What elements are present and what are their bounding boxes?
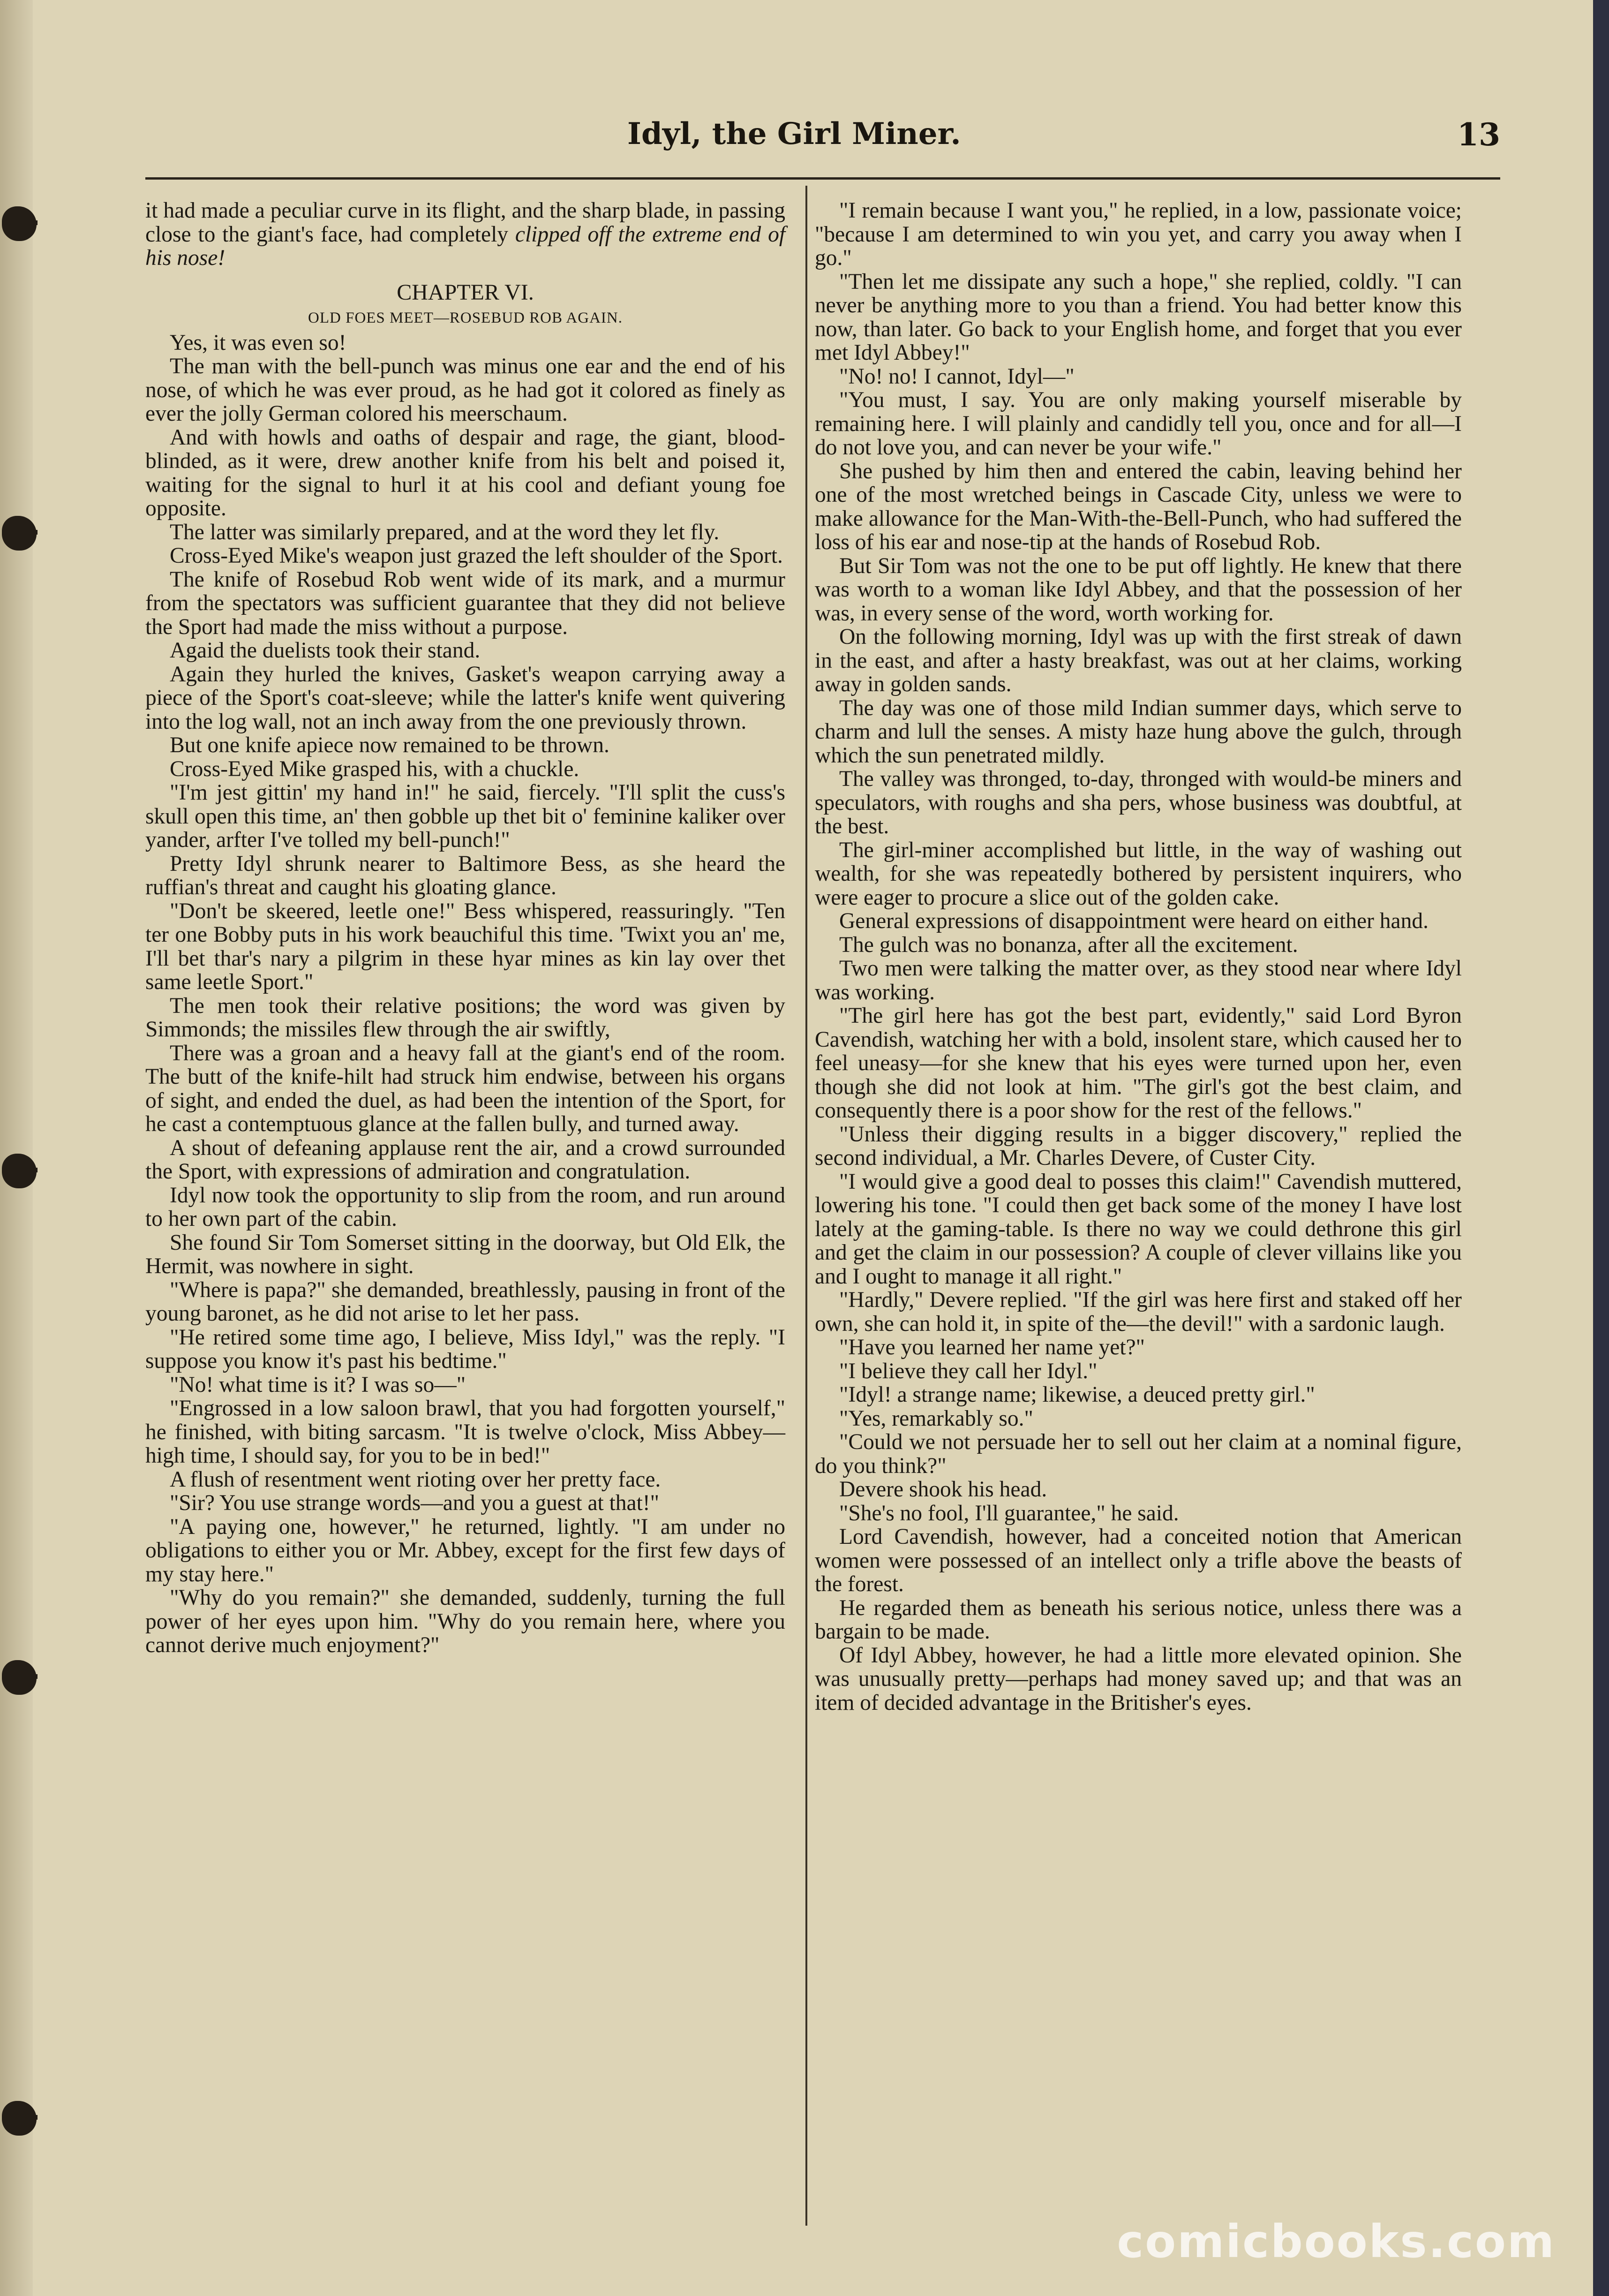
paragraph: There was a groan and a heavy fall at the giant's end of the room. The butt of the knife-hilt had struck him endwise, between his organs of sight, and ended the duel, as had been the intention of the Sport, for he cast a contemptuous glance at the fallen bully, and turned away. xyxy=(145,1041,785,1136)
paragraph: The girl-miner accomplished but little, in the way of washing out wealth, for she was repeatedly bothered by persistent inquirers, who were eager to procure a slice out of the golden cake. xyxy=(815,838,1462,910)
paragraph: "Could we not persuade her to sell out her claim at a nominal figure, do you think?" xyxy=(815,1430,1462,1478)
chapter-subtitle: OLD FOES MEET—ROSEBUD ROB AGAIN. xyxy=(308,309,623,326)
paragraph: Devere shook his head. xyxy=(839,1477,1047,1502)
left-column xyxy=(145,199,785,1657)
page-binding xyxy=(0,0,33,2296)
paragraph: She found Sir Tom Somerset sitting in the doorway, but Old Elk, the Hermit, was nowhere in sight. xyxy=(145,1230,785,1278)
paragraph: On the following morning, Idyl was up with the first streak of dawn in the east, and after a hasty breakfast, was out at her claims, working away in golden sands. xyxy=(815,625,1462,696)
continued-italic-text: clipped off the extreme end of his nose! xyxy=(145,222,786,270)
paragraph: Agaid the duelists took their stand. xyxy=(170,638,481,663)
paragraph: "Idyl! a strange name; likewise, a deuced pretty girl." xyxy=(839,1382,1315,1407)
paragraph: "He retired some time ago, I believe, Miss Idyl," was the reply. "I suppose you know it's past his bedtime." xyxy=(145,1325,785,1373)
right-column xyxy=(815,199,1462,1714)
paragraph: "Then let me dissipate any such a hope," she replied, coldly. "I can never be anything more to you than a friend. You had better know this now, than later. Go back to your English home, and forget that you ever met Idyl Abbey!" xyxy=(815,269,1462,365)
column-divider xyxy=(805,186,807,2226)
paragraph: "I remain because I want you," he replied, in a low, passionate voice; "because I am determined to win you yet, and carry you away when I go." xyxy=(815,198,1462,270)
binding-stitch xyxy=(2,1660,37,1695)
paragraph: Lord Cavendish, however, had a conceited notion that American women were possessed of an intellect only a trifle above the beasts of the forest. xyxy=(815,1525,1462,1596)
binding-stitch xyxy=(2,206,37,241)
paragraph: And with howls and oaths of despair and rage, the giant, blood-blinded, as it were, drew another knife from his belt and poised it, waiting for the signal to hurl it at his cool and defiant young foe opposite. xyxy=(145,425,785,521)
paragraph: "No! what time is it? I was so—" xyxy=(170,1372,466,1397)
binding-stitch xyxy=(2,516,37,551)
paragraph: "Why do you remain?" she demanded, suddenly, turning the full power of her eyes upon him. "Why do you remain here, where you cannot derive much enjoyment?" xyxy=(145,1586,785,1657)
left-paragraphs xyxy=(145,331,785,1657)
header-rule xyxy=(145,177,1500,180)
paragraph: "You must, I say. You are only making yourself miserable by remaining here. I will plainly and candidly tell you, once and for all—I do not love you, and can never be your wife." xyxy=(815,388,1462,460)
binding-stitch xyxy=(2,1154,37,1188)
paragraph: She pushed by him then and entered the cabin, leaving behind her one of the most wretched beings in Cascade City, unless we were to make allowance for the Man-With-the-Bell-Punch, who had suffered the loss of his ear and nose-tip at the hands of Rosebud Rob. xyxy=(815,459,1462,554)
paragraph: Two men were talking the matter over, as they stood near where Idyl was working. xyxy=(815,956,1462,1004)
page-number: 13 xyxy=(1457,116,1500,153)
paragraph: A flush of resentment went rioting over her pretty face. xyxy=(170,1467,661,1492)
paragraph: Pretty Idyl shrunk nearer to Baltimore Bess, as she heard the ruffian's threat and caught his gloating glance. xyxy=(145,851,785,899)
paragraph: General expressions of disappointment were heard on either hand. xyxy=(839,909,1429,933)
paragraph: The man with the bell-punch was minus one ear and the end of his nose, of which he was ever proud, as he had got it colored as finely as ever the jolly German colored his meerschaum. xyxy=(145,354,785,426)
paragraph: The valley was thronged, to-day, thronged with would-be miners and speculators, with roughs and sha pers, whose business was doubtful, at the best. xyxy=(815,767,1462,838)
paragraph: "Hardly," Devere replied. "If the girl was here first and staked off her own, she can hold it, in spite of the—the devil!" with a sardonic laugh. xyxy=(815,1288,1462,1336)
chapter-title: CHAPTER VI. xyxy=(397,279,534,305)
paragraph: The knife of Rosebud Rob went wide of its mark, and a murmur from the spectators was sufficient guarantee that they did not believe the Sport had made the miss without a purpose. xyxy=(145,567,785,639)
paragraph: "Unless their digging results in a bigger discovery," replied the second individual, a Mr. Charles Devere, of Custer City. xyxy=(815,1122,1462,1170)
paragraph: "Where is papa?" she demanded, breathlessly, pausing in front of the young baronet, as he did not arise to let her pass. xyxy=(145,1277,785,1326)
paragraph: "I believe they call her Idyl." xyxy=(839,1359,1098,1383)
paragraph: Cross-Eyed Mike's weapon just grazed the left shoulder of the Sport. xyxy=(170,544,783,568)
paragraph: But Sir Tom was not the one to be put off lightly. He knew that there was worth to a woman like Idyl Abbey, and that the possession of her was, in every sense of the word, worth working for. xyxy=(815,553,1462,626)
paragraph: Of Idyl Abbey, however, he had a little more elevated opinion. She was unusually pretty—perhaps had money saved up; and that was an item of decided advantage in the Britisher's eyes. xyxy=(815,1643,1462,1715)
paragraph: Idyl now took the opportunity to slip from the room, and run around to her own part of the cabin. xyxy=(145,1183,785,1231)
continued-paragraph xyxy=(145,199,785,270)
paragraph: "She's no fool, I'll guarantee," he said. xyxy=(839,1501,1179,1526)
paragraph: "I would give a good deal to posses this claim!" Cavendish muttered, lowering his tone. "I could then get back some of the money I have lost lately at the gaming-table. Is there no way we could dethrone this girl and get the claim in our possession? A couple of clever villains like you and I ought to manage it all right." xyxy=(815,1169,1462,1289)
paragraph: "No! no! I cannot, Idyl—" xyxy=(839,364,1075,389)
paragraph: "The girl here has got the best part, evidently," said Lord Byron Cavendish, watching her with a bold, insolent stare, which caused her to feel uneasy—for she knew that his eyes were turned upon her, even though she did not look at him. "The girl's got the best claim, and consequently there is a poor show for the rest of the fellows." xyxy=(815,1004,1462,1123)
right-paragraphs xyxy=(815,199,1462,1714)
running-title: Idyl, the Girl Miner. xyxy=(627,116,961,151)
running-header xyxy=(145,116,1500,163)
paragraph: The gulch was no bonanza, after all the excitement. xyxy=(839,932,1298,957)
paragraph: "Sir? You use strange words—and you a guest at that!" xyxy=(170,1491,660,1515)
paragraph: Cross-Eyed Mike grasped his, with a chuckle. xyxy=(170,756,579,781)
page-edge xyxy=(1593,0,1609,2296)
paragraph: Again they hurled the knives, Gasket's weapon carrying away a piece of the Sport's coat-sleeve; while the latter's knife went quivering into the log wall, not an inch away from the one previously thrown. xyxy=(145,662,785,734)
binding-stitch xyxy=(2,2101,37,2136)
paragraph: "Engrossed in a low saloon brawl, that you had forgotten yourself," he finished, with biting sarcasm. "It is twelve o'clock, Miss Abbey—high time, I should say, for you to be in bed!" xyxy=(145,1396,785,1468)
paragraph: The day was one of those mild Indian summer days, which serve to charm and lull the senses. A misty haze hung above the gulch, through which the sun penetrated mildly. xyxy=(815,695,1462,768)
paragraph: But one knife apiece now remained to be thrown. xyxy=(170,733,609,757)
paragraph: "Have you learned her name yet?" xyxy=(839,1335,1145,1359)
paragraph: "Yes, remarkably so." xyxy=(839,1406,1033,1431)
paragraph: A shout of defeaning applause rent the air, and a crowd surrounded the Sport, with expressions of admiration and congratulation. xyxy=(145,1135,785,1184)
paragraph: The latter was similarly prepared, and at the word they let fly. xyxy=(170,520,720,544)
paragraph: "I'm jest gittin' my hand in!" he said, fiercely. "I'll split the cuss's skull open this time, an' then gobble up thet bit o' feminine kaliker over yander, arfter I've tolled my bell-punch!" xyxy=(145,780,785,852)
continued-text: it had made a peculiar curve in its flight, and the sharp blade, in passing close to the giant's face, had completely xyxy=(145,198,785,247)
watermark: comicbooks.com xyxy=(1117,2215,1556,2268)
paragraph: "A paying one, however," he returned, lightly. "I am under no obligations to either you or Mr. Abbey, except for the first few days of my stay here." xyxy=(145,1514,785,1586)
paragraph: The men took their relative positions; the word was given by Simmonds; the missiles flew through the air swiftly, xyxy=(145,993,785,1042)
paragraph: "Don't be skeered, leetle one!" Bess whispered, reassuringly. "Ten ter one Bobby puts in his work beauchiful this time. 'Twixt you an' me, I'll bet thar's nary a pilgrim in these hyar mines as kin lay over thet same leetle Sport." xyxy=(145,899,785,994)
paragraph: He regarded them as beneath his serious notice, unless there was a bargain to be made. xyxy=(815,1595,1462,1644)
paragraph: Yes, it was even so! xyxy=(170,330,346,355)
